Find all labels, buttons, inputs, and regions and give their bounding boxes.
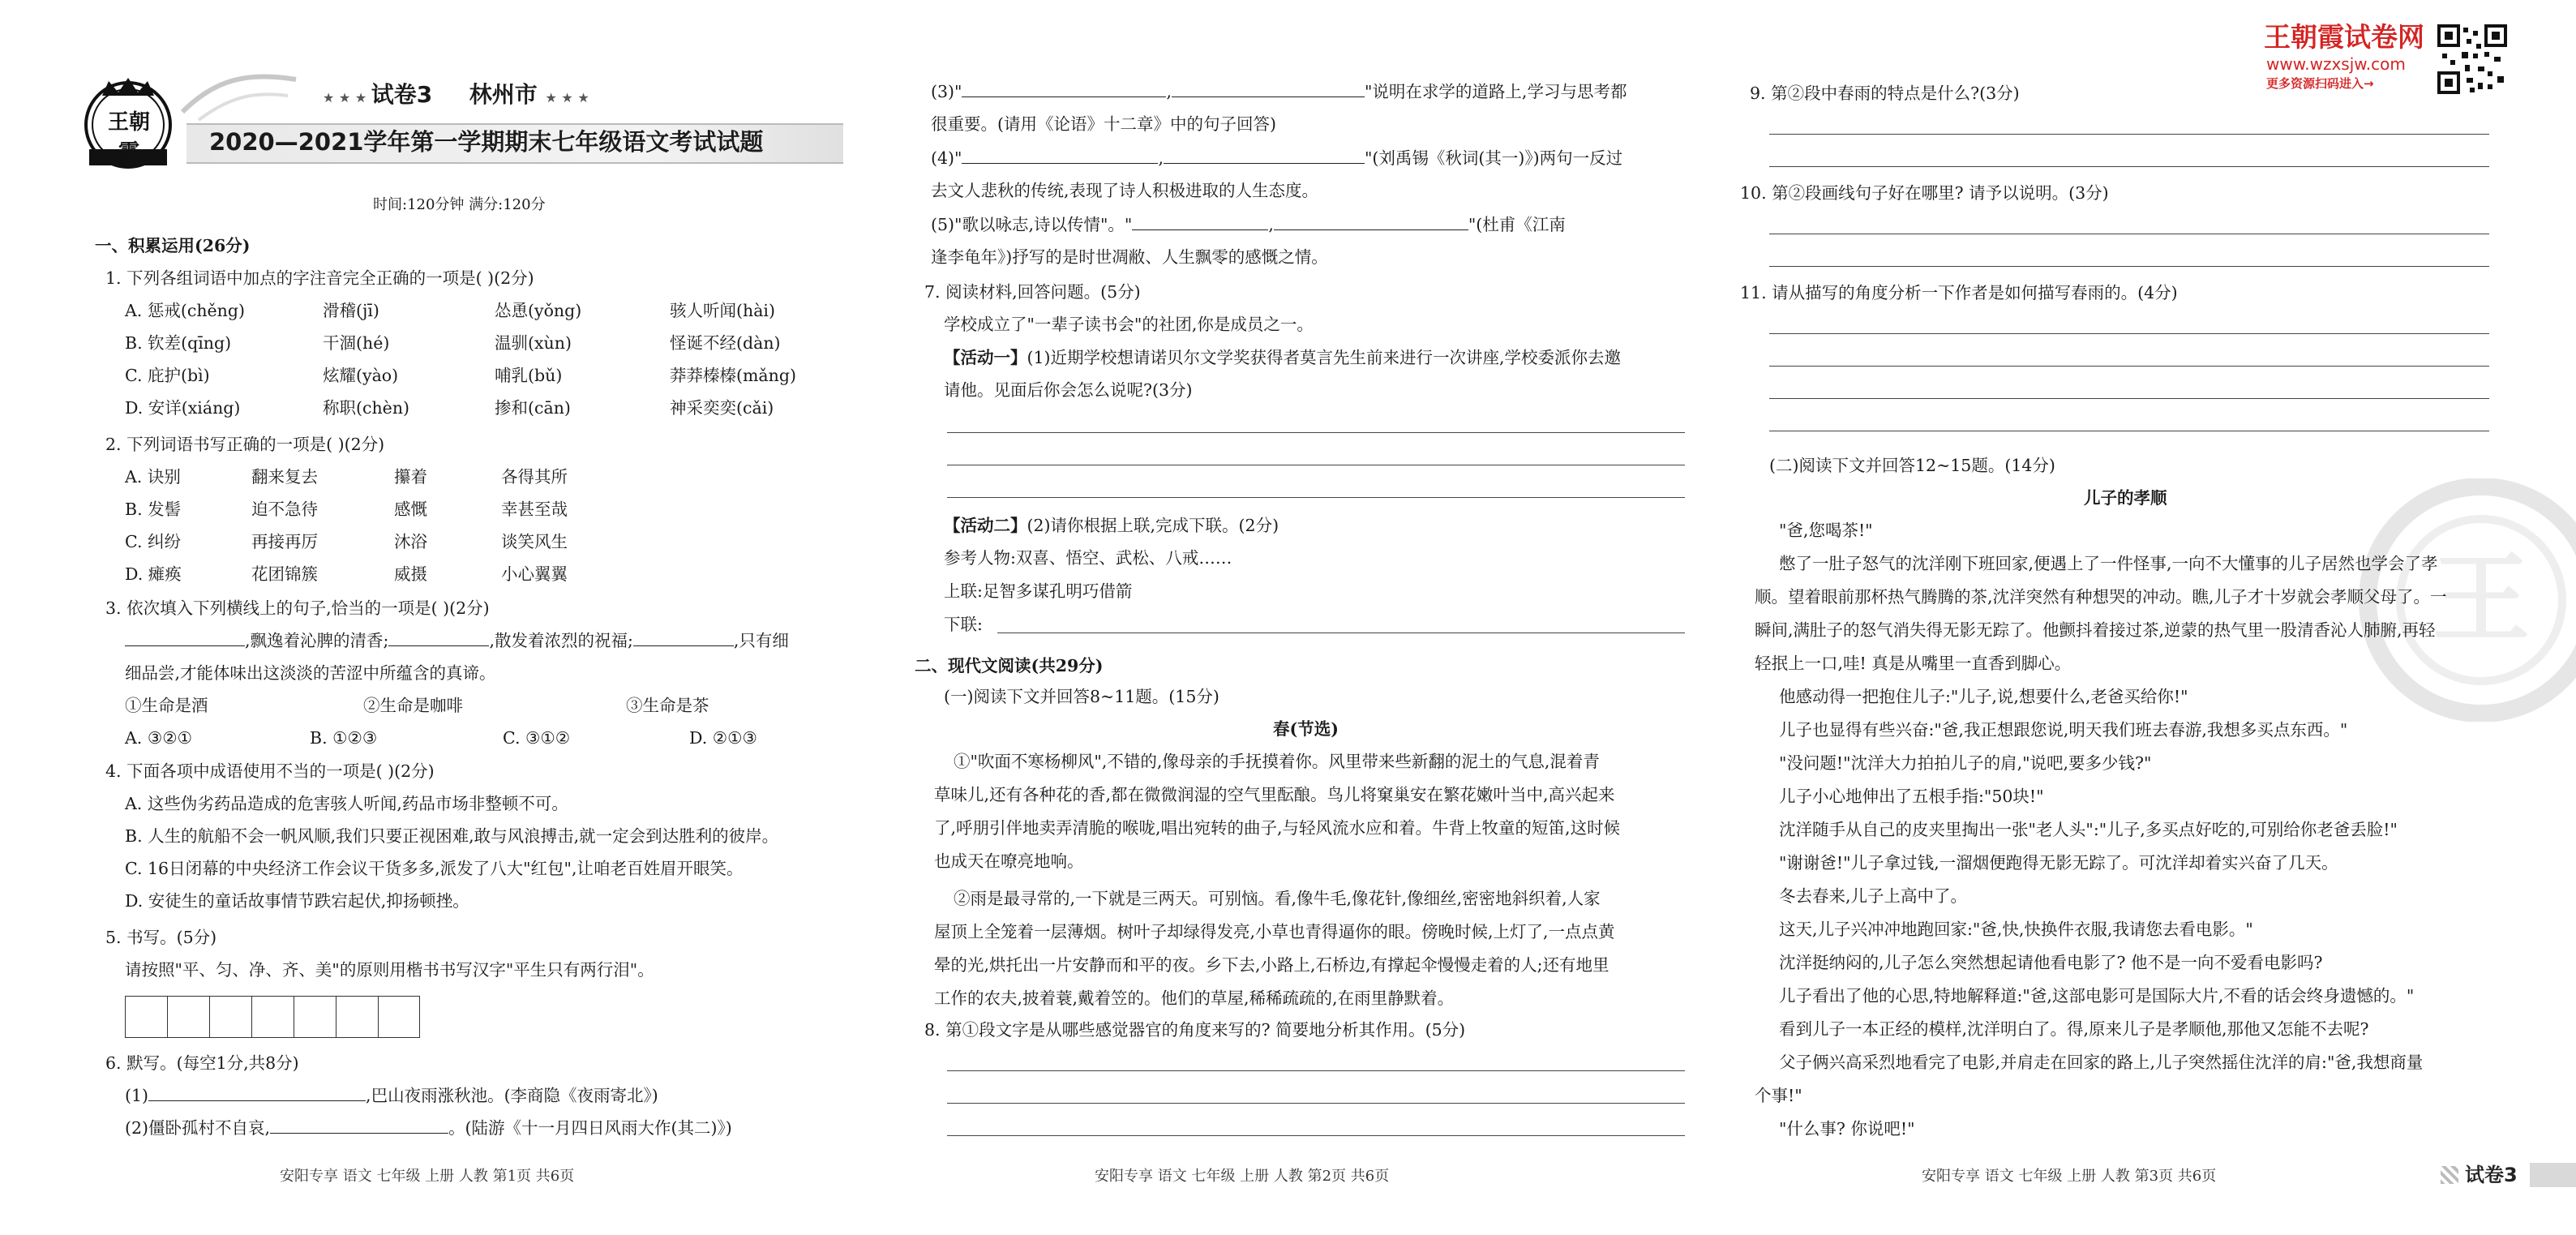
- q2-option: 沐浴: [394, 532, 427, 551]
- passage-line: ②雨是最寻常的,一下就是三两天。可别恼。看,像牛毛,像花针,像细丝,密密地斜织着,人家: [954, 889, 1601, 908]
- corner-tag: 试卷3: [2441, 1160, 2576, 1190]
- q2-option: D. 瘫痪: [125, 564, 182, 584]
- qr-code-icon[interactable]: [2437, 24, 2507, 94]
- q6-line4: (4)" , "(刘禹锡《秋词(其一)》)两句一反过: [931, 148, 1623, 168]
- q7-activity-1-cont: 请他。见面后你会怎么说呢?(3分): [944, 380, 1193, 400]
- story-line: "谢谢爸!"儿子拿过钱,一溜烟便跑得无影无踪了。可沈洋却着实兴奋了几天。: [1779, 853, 2338, 873]
- q2-option: 花团锦簇: [251, 564, 318, 584]
- story-line: 个事!": [1755, 1086, 1802, 1105]
- question-8: 8. 第①段文字是从哪些感觉器官的角度来写的? 简要地分析其作用。(5分): [924, 1020, 1466, 1040]
- q2-option: 幸甚至哉: [501, 500, 568, 519]
- q2-option: 威摄: [394, 564, 427, 584]
- story-line: "什么事? 你说吧!": [1779, 1119, 1915, 1139]
- question-5: 5. 书写。(5分): [105, 928, 217, 947]
- city-name: 林州市: [469, 81, 538, 108]
- question-6: 6. 默写。(每空1分,共8分): [105, 1053, 299, 1073]
- q6-line5: (5)"歌以咏志,诗以传情"。" , "(杜甫《江南: [931, 215, 1566, 234]
- q6-line4-cont: 去文人悲秋的传统,表现了诗人积极进取的人生态度。: [931, 181, 1319, 200]
- question-11: 11. 请从描写的角度分析一下作者是如何描写春雨的。(4分): [1740, 283, 2178, 302]
- q4-option: C. 16日闭幕的中央经济工作会议干货多多,派发了八大"红包",让咱老百姓眉开眼笑。: [125, 859, 744, 878]
- q1-option: 怪诞不经(dàn): [670, 333, 781, 353]
- story-line: "爸,您喝茶!": [1779, 521, 1873, 540]
- time-info: 时间:120分钟 满分:120分: [373, 196, 546, 213]
- writing-grid[interactable]: [125, 996, 420, 1038]
- q3-option: D. ②①③: [689, 728, 757, 748]
- q3-text-line1: ,飘逸着沁脾的清香; ,散发着浓烈的祝福; ,只有细: [125, 630, 789, 652]
- q2-option: 翻来复去: [251, 467, 318, 487]
- svg-text:王: 王: [2432, 543, 2530, 656]
- answer-blank[interactable]: [962, 148, 1158, 164]
- q4-option: B. 人生的航船不会一帆风顺,我们只要正视困难,敢与风浪搏击,就一定会到达胜利的彼岸。: [125, 826, 779, 846]
- q2-option: 谈笑风生: [501, 532, 568, 551]
- question-2: 2. 下列词语书写正确的一项是( )(2分): [105, 435, 385, 454]
- q1-option: 滑稽(jī): [323, 301, 379, 320]
- q1-option: 干涸(hé): [323, 333, 390, 353]
- story-line: 沈洋挺纳闷的,儿子怎么突然想起请他看电影了? 他不是一向不爱看电影吗?: [1779, 953, 2323, 972]
- page-1: [0, 0, 859, 1235]
- passage-line: 草味儿,还有各种花的香,都在微微润湿的空气里酝酿。鸟儿将窠巢安在繁花嫩叶当中,高兴起来: [934, 785, 1615, 804]
- question-4: 4. 下面各项中成语使用不当的一项是( )(2分): [105, 761, 435, 781]
- answer-blank[interactable]: [270, 1118, 448, 1134]
- grid-cell[interactable]: [336, 996, 378, 1038]
- q3-item: ②生命是咖啡: [363, 696, 463, 715]
- q4-option: A. 这些伪劣药品造成的危害骇人听闻,药品市场非整顿不可。: [125, 794, 568, 813]
- question-3: 3. 依次填入下列横线上的句子,恰当的一项是( )(2分): [105, 598, 490, 618]
- q1-option: 称职(chèn): [323, 398, 410, 418]
- passage-line: ①"吹面不寒杨柳风",不错的,像母亲的手抚摸着你。风里带来些新翻的泥土的气息,混着青: [954, 752, 1600, 771]
- page-footer: 安阳专享 语文 七年级 上册 人教 第3页 共6页: [1922, 1168, 2217, 1185]
- question-9: 9. 第②段中春雨的特点是什么?(3分): [1750, 84, 2020, 103]
- q6-line3-cont: 很重要。(请用《论语》十二章》中的句子回答): [931, 114, 1276, 134]
- answer-line[interactable]: [1769, 134, 2489, 135]
- grid-cell[interactable]: [294, 996, 336, 1038]
- q6-line3: (3)" , "说明在求学的道路上,学习与思考都: [931, 82, 1627, 101]
- reading-part-2: (二)阅读下文并回答12~15题。(14分): [1769, 456, 2055, 475]
- story-line: 轻抿上一口,哇! 真是从嘴里一直香到脚心。: [1755, 654, 2072, 673]
- grid-cell[interactable]: [167, 996, 209, 1038]
- q7-lower-couplet: 下联:: [944, 615, 983, 634]
- q1-option: 炫耀(yào): [323, 366, 399, 385]
- q1-option: 掺和(cān): [495, 398, 571, 418]
- passage-title: 儿子的孝顺: [2084, 488, 2167, 508]
- brand-url[interactable]: www.wzxsjw.com: [2266, 54, 2406, 74]
- answer-blank[interactable]: [148, 1086, 366, 1101]
- q1-option: 怂恿(yǒng): [495, 301, 582, 320]
- q1-option: 温驯(xùn): [495, 333, 572, 353]
- page-2: [876, 0, 1703, 1235]
- q1-option: B. 钦差(qīng): [125, 333, 232, 353]
- q2-option: 感慨: [394, 500, 427, 519]
- reading-part-1: (一)阅读下文并回答8~11题。(15分): [944, 687, 1219, 706]
- question-1: 1. 下列各组词语中加点的字注音完全正确的一项是( )(2分): [105, 268, 534, 288]
- story-line: 看到儿子一本正经的模样,沈洋明白了。得,原来儿子是孝顺他,那他又怎能不去呢?: [1779, 1019, 2369, 1039]
- answer-blank[interactable]: [1274, 215, 1468, 230]
- q5-instruction: 请按照"平、匀、净、齐、美"的原则用楷书书写汉字"平生只有两行泪"。: [125, 960, 654, 980]
- q1-option: 哺乳(bǔ): [495, 366, 563, 385]
- q3-option: B. ①②③: [310, 728, 378, 748]
- q2-option: 小心翼翼: [501, 564, 568, 584]
- story-line: 儿子看出了他的心思,特地解释道:"爸,这部电影可是国际大片,不看的话会终身遗憾的。": [1779, 986, 2415, 1006]
- exam-tag-line: [323, 81, 589, 112]
- brand-slogan: 更多资源扫码进入→: [2266, 76, 2374, 91]
- story-line: 憋了一肚子怒气的沈洋刚下班回家,便遇上了一件怪事,一向不大懂事的儿子居然也学会了孝: [1779, 554, 2438, 573]
- q6-line1: (1) ,巴山夜雨涨秋池。(李商隐《夜雨寄北》): [125, 1086, 658, 1105]
- question-7: 7. 阅读材料,回答问题。(5分): [924, 282, 1141, 302]
- logo-badge: [81, 71, 178, 177]
- story-line: 儿子小心地伸出了五根手指:"50块!": [1779, 787, 2044, 806]
- q1-option: 莽莽榛榛(mǎng): [670, 366, 796, 385]
- q7-activity-1: 【活动一】(1)近期学校想请诺贝尔文学奖获得者莫言先生前来进行一次讲座,学校委派你去邀: [944, 348, 1622, 367]
- q1-option: D. 安详(xiáng): [125, 398, 241, 418]
- q2-option: B. 发髻: [125, 500, 182, 519]
- q2-option: 迫不急待: [251, 500, 318, 519]
- passage-line: 晕的光,烘托出一片安静而和平的夜。乡下去,小路上,石桥边,有撑起伞慢慢走着的人;还有地里: [934, 955, 1609, 975]
- exam-tag: 试卷3: [371, 81, 433, 108]
- answer-line[interactable]: [1769, 366, 2489, 367]
- page-3: [1703, 0, 2576, 1235]
- answer-line[interactable]: [947, 1103, 1685, 1104]
- q6-line2: (2)僵卧孤村不自哀, 。(陆游《十一月四日风雨大作(其二)》): [125, 1118, 732, 1138]
- passage-line: 屋顶上全笼着一层薄烟。树叶子却绿得发亮,小草也青得逼你的眼。傍晚时候,上灯了,一点点黄: [934, 922, 1615, 941]
- q2-option: 各得其所: [501, 467, 568, 487]
- q1-option: 骇人听闻(hài): [670, 301, 775, 320]
- q7-reference: 参考人物:双喜、悟空、武松、八戒……: [944, 548, 1232, 568]
- q3-item: ③生命是茶: [626, 696, 709, 715]
- q7-activity-2: 【活动二】(2)请你根据上联,完成下联。(2分): [944, 516, 1279, 535]
- answer-line[interactable]: [947, 1135, 1685, 1136]
- q2-option: A. 诀别: [125, 467, 181, 487]
- answer-line[interactable]: [947, 432, 1685, 433]
- section-title: 一、积累运用(26分): [95, 236, 251, 255]
- q4-option: D. 安徒生的童话故事情节跌宕起伏,抑扬顿挫。: [125, 891, 469, 911]
- decorative-swoosh: [174, 63, 304, 128]
- story-line: 儿子也显得有些兴奋:"爸,我正想跟您说,明天我们班去春游,我想多买点东西。": [1779, 720, 2348, 740]
- story-line: 冬去春来,儿子上高中了。: [1779, 886, 1968, 906]
- grid-cell[interactable]: [209, 996, 251, 1038]
- passage-line: 也成天在嘹亮地响。: [934, 851, 1084, 871]
- passage-title: 春(节选): [1273, 719, 1339, 739]
- story-line: 沈洋随手从自己的皮夹里掏出一张"老人头":"儿子,多买点好吃的,可别给你老爸丢脸!": [1779, 820, 2398, 839]
- story-line: 顺。望着眼前那杯热气腾腾的茶,沈洋突然有种想哭的冲动。瞧,儿子才十岁就会孝顺父母了。一: [1755, 587, 2447, 607]
- q3-option: C. ③①②: [503, 728, 571, 748]
- answer-line[interactable]: [1769, 266, 2489, 267]
- answer-line[interactable]: [1769, 398, 2489, 399]
- story-line: 他感动得一把抱住儿子:"儿子,说,想要什么,老爸买给你!": [1779, 687, 2188, 706]
- story-line: 父子俩兴高采烈地看完了电影,并肩走在回家的路上,儿子突然摇住沈洋的肩:"爸,我想商量: [1779, 1053, 2424, 1072]
- answer-line[interactable]: [1769, 333, 2489, 334]
- answer-blank[interactable]: [1164, 148, 1365, 164]
- brand-name: 王朝霞试卷网: [2264, 21, 2424, 53]
- q1-option: A. 惩戒(chěng): [125, 301, 245, 320]
- q7-intro: 学校成立了"一辈子读书会"的社团,你是成员之一。: [944, 315, 1314, 334]
- star-icon: ★ ★ ★: [323, 90, 371, 105]
- story-line: "没问题!"沈洋大力拍拍儿子的肩,"说吧,要多少钱?": [1779, 753, 2152, 773]
- q7-upper-couplet: 上联:足智多谋孔明巧借箭: [944, 581, 1133, 601]
- q2-option: C. 纠纷: [125, 532, 181, 551]
- grid-cell[interactable]: [125, 996, 167, 1038]
- q2-option: 再接再厉: [251, 532, 318, 551]
- page-footer: 安阳专享 语文 七年级 上册 人教 第2页 共6页: [1095, 1168, 1390, 1185]
- q2-option: 攥着: [394, 467, 427, 487]
- q3-item: ①生命是酒: [125, 696, 208, 715]
- passage-line: 了,呼朋引伴地卖弄清脆的喉咙,唱出宛转的曲子,与轻风流水应和着。牛背上牧童的短笛,这时候: [934, 818, 1621, 838]
- passage-line: 工作的农夫,披着蓑,戴着笠的。他们的草屋,稀稀疏疏的,在雨里静默着。: [934, 988, 1455, 1008]
- question-10: 10. 第②段画线句子好在哪里? 请予以说明。(3分): [1740, 183, 2109, 203]
- q6-line5-cont: 逢李龟年》)抒写的是时世凋敝、人生飘零的感慨之情。: [931, 247, 1328, 267]
- answer-blank[interactable]: [1132, 215, 1268, 230]
- answer-blank[interactable]: [1172, 82, 1365, 97]
- exam-title: 2020—2021学年第一学期期末七年级语文考试试题: [209, 128, 764, 156]
- section-title: 二、现代文阅读(共29分): [915, 656, 1104, 675]
- page-footer: 安阳专享 语文 七年级 上册 人教 第1页 共6页: [280, 1168, 575, 1185]
- logo-text: 王朝霞: [107, 110, 150, 165]
- q3-text-line2: 细品尝,才能体味出这淡淡的苦涩中所蕴含的真谛。: [125, 663, 496, 683]
- answer-blank[interactable]: [962, 82, 1166, 97]
- grid-cell[interactable]: [251, 996, 294, 1038]
- story-line: 这天,儿子兴冲冲地跑回家:"爸,快,快换件衣服,我请您去看电影。": [1779, 920, 2253, 939]
- answer-line[interactable]: [1769, 166, 2489, 167]
- answer-line[interactable]: [947, 1070, 1685, 1071]
- star-icon: ★ ★ ★: [545, 90, 589, 105]
- grid-cell[interactable]: [378, 996, 420, 1038]
- q1-option: 神采奕奕(cǎi): [670, 398, 774, 418]
- answer-line[interactable]: [947, 497, 1685, 498]
- q1-option: C. 庇护(bì): [125, 366, 210, 385]
- story-line: 瞬间,满肚子的怒气消失得无影无踪了。他颤抖着接过茶,逆蒙的热气里一股清香沁人肺腑,再轻: [1755, 620, 2436, 640]
- q3-option: A. ③②①: [125, 728, 192, 748]
